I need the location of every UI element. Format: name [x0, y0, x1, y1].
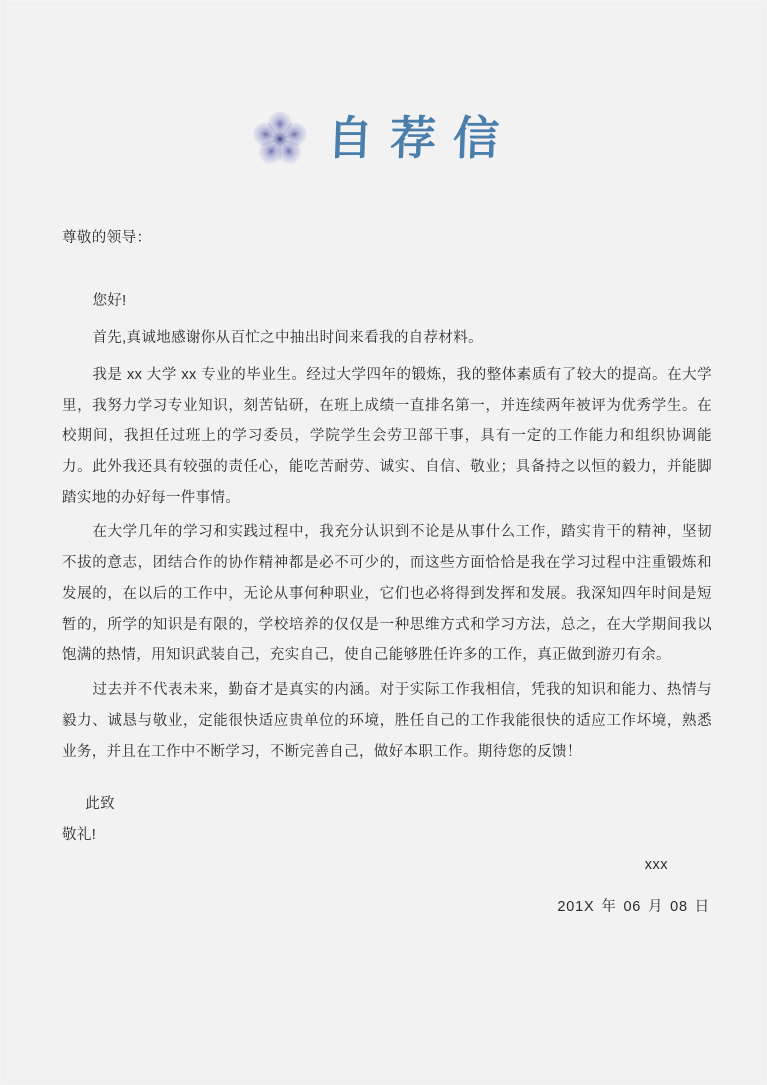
letter-body [62, 228, 712, 850]
closing-line-1: 此致 [85, 796, 115, 813]
closing-line-2: 敬礼! [62, 826, 97, 843]
paragraph-4: 过去并不代表未来，勤奋才是真实的内涵。对于实际工作我相信，凭我的知识和能力、热情与毅力、诚恳与敬业，定能很快适应贵单位的环境，胜任自己的工作我能很快的适应工作坏境，熟悉业务，并且在工作中不断学习，不断完善自己，做好本职工作。期待您的反馈！ [62, 682, 712, 760]
greeting: 您好! [92, 293, 127, 310]
document-header [0, 95, 767, 180]
paragraph-2: 我是 xx 大学 xx 专业的毕业生。经过大学四年的锻炼，我的整体素质有了较大的提高。在大学里，我努力学习专业知识，刻苦钻研，在班上成绩一直排名第一，并连续两年被评为优秀学生。在校期间，我担任过班上的学习委员，学院学生会劳卫部干事，具有一定的工作能力和组织协调能力。此外我还具有较强的责任心，能吃苦耐劳、诚实、自信、敬业；具备持之以恒的毅力，并能脚踏实地的办好每一件事情。 [62, 366, 712, 506]
petunia-flower-icon [251, 110, 309, 168]
signature-block [410, 855, 710, 918]
salutation: 尊敬的领导： [62, 230, 152, 246]
paragraph-3: 在大学几年的学习和实践过程中，我充分认识到不论是从事什么工作，踏实肯干的精神，坚韧不拔的意志，团结合作的协作精神都是必不可少的，而这些方面恰恰是我在学习过程中注重锻炼和发展的，在以后的工作中，无论从事何种职业，它们也必将得到发挥和发展。我深知四年时间是短暂的，所学的知识是有限的，学校培养的仅仅是一种思维方式和学习方法，总之，在大学期间我以饱满的热情，用知识武装自己，充实自己，使自己能够胜任许多的工作，真正做到游刃有余。 [62, 524, 712, 664]
paragraph-1: 首先,真诚地感谢你从百忙之中抽出时间来看我的自荐材料。 [92, 330, 483, 347]
signature-name: xxx [644, 857, 668, 873]
signature-date: 201X 年 06 月 08 日 [557, 899, 710, 916]
page-title: 自荐信 [326, 110, 517, 165]
closing-block [62, 789, 712, 850]
